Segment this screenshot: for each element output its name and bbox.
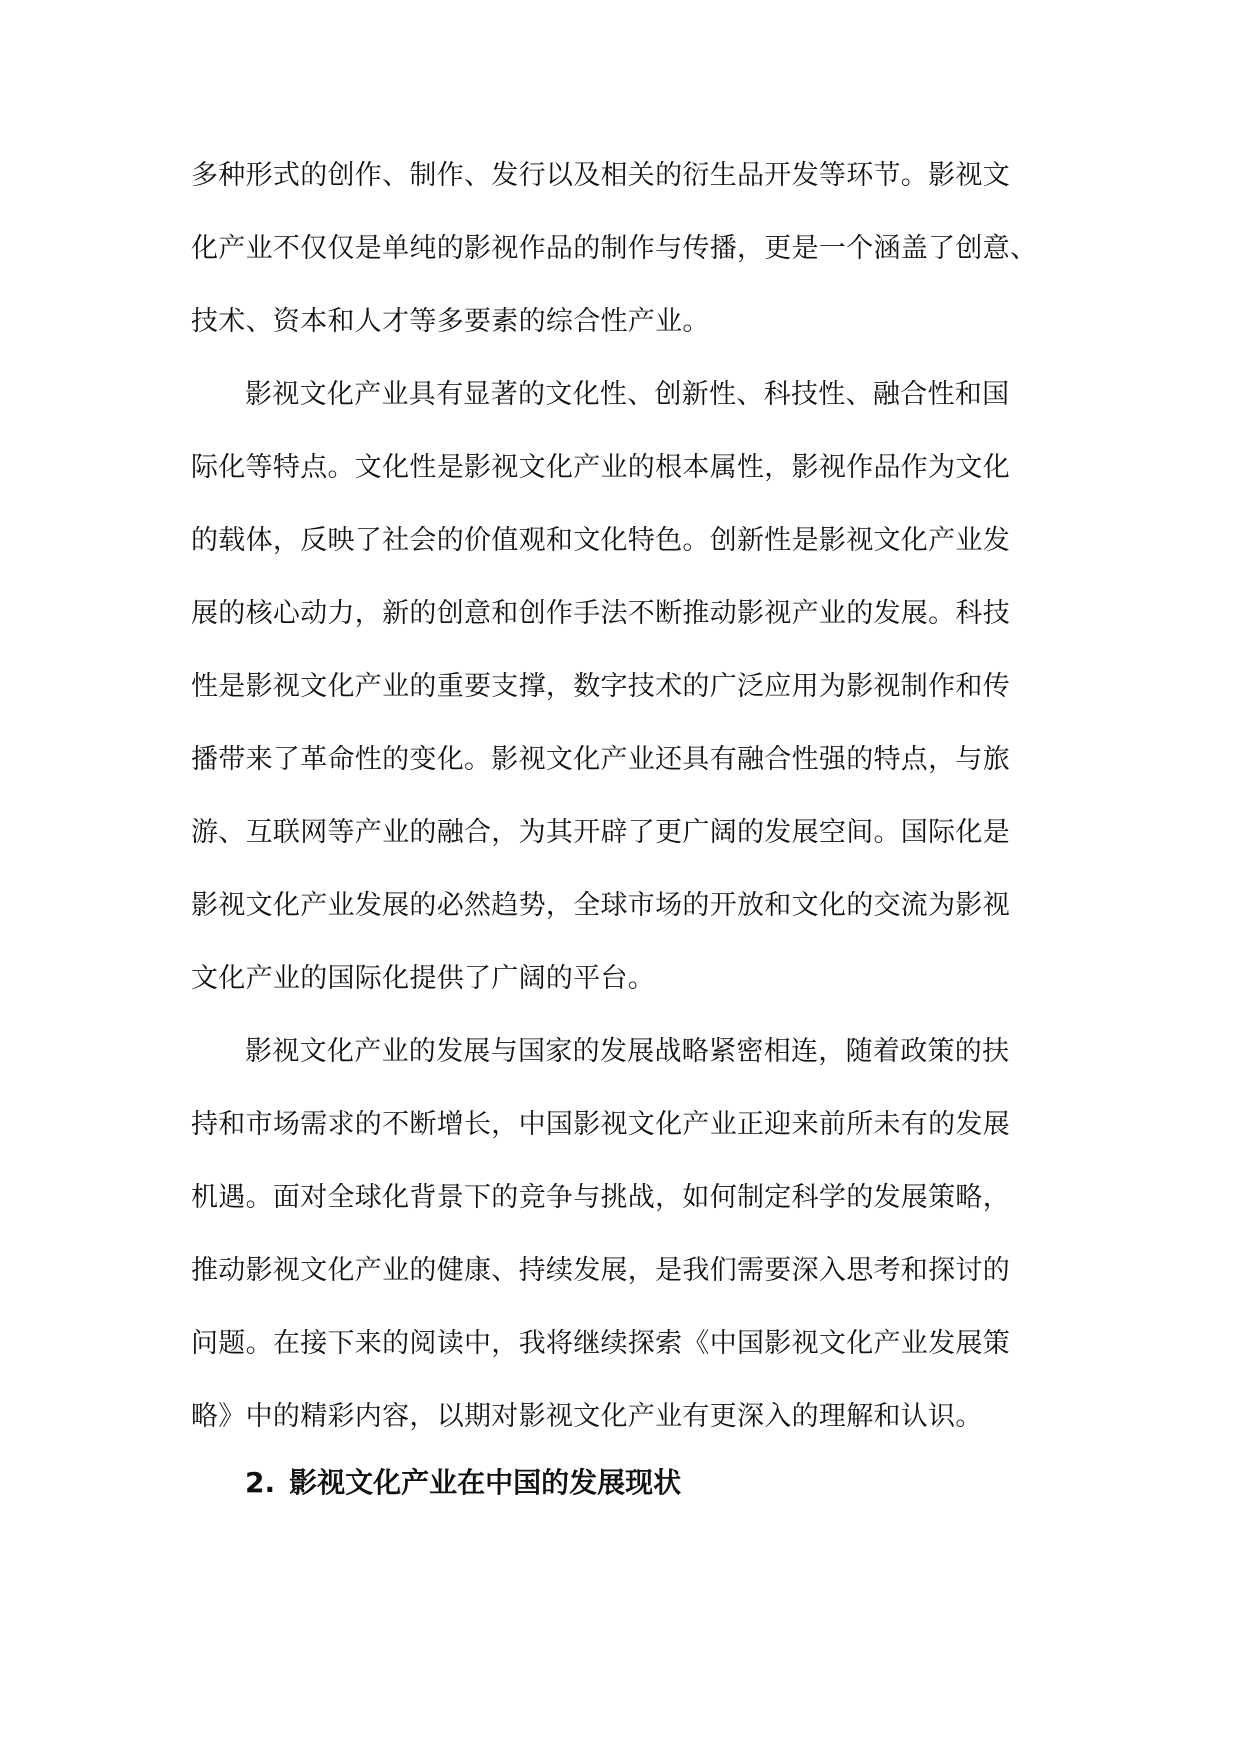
paragraph-line: 推动影视文化产业的健康、持续发展，是我们需要深入思考和探讨的 [191, 1255, 1010, 1286]
paragraph-line: 问题。在接下来的阅读中，我将继续探索《中国影视文化产业发展策 [191, 1328, 1010, 1359]
paragraph-line: 多种形式的创作、制作、发行以及相关的衍生品开发等环节。影视文 [191, 160, 1010, 191]
paragraph-line: 影视文化产业具有显著的文化性、创新性、科技性、融合性和国 [245, 379, 1010, 410]
paragraph-line: 播带来了革命性的变化。影视文化产业还具有融合性强的特点，与旅 [191, 744, 1010, 775]
paragraph-line: 机遇。面对全球化背景下的竞争与挑战，如何制定科学的发展策略， [191, 1182, 1010, 1213]
paragraph-line: 化产业不仅仅是单纯的影视作品的制作与传播，更是一个涵盖了创意、 [191, 233, 1038, 264]
paragraph-line: 文化产业的国际化提供了广阔的平台。 [191, 963, 656, 994]
section-number: 2. [245, 1466, 276, 1499]
paragraph-line: 际化等特点。文化性是影视文化产业的根本属性，影视作品作为文化 [191, 452, 1010, 483]
section-title: 影视文化产业在中国的发展现状 [289, 1466, 682, 1499]
paragraph-line: 略》中的精彩内容，以期对影视文化产业有更深入的理解和认识。 [191, 1401, 983, 1432]
paragraph-line: 的载体，反映了社会的价值观和文化特色。创新性是影视文化产业发 [191, 525, 1010, 556]
paragraph-line: 展的核心动力，新的创意和创作手法不断推动影视产业的发展。科技 [191, 598, 1010, 629]
paragraph-line: 影视文化产业发展的必然趋势，全球市场的开放和文化的交流为影视 [191, 890, 1010, 921]
section-heading [245, 1465, 681, 1501]
paragraph-line: 持和市场需求的不断增长，中国影视文化产业正迎来前所未有的发展 [191, 1109, 1010, 1140]
paragraph-line: 技术、资本和人才等多要素的综合性产业。 [191, 306, 710, 337]
paragraph-line: 影视文化产业的发展与国家的发展战略紧密相连，随着政策的扶 [245, 1036, 1010, 1067]
paragraph-line: 游、互联网等产业的融合，为其开辟了更广阔的发展空间。国际化是 [191, 817, 1010, 848]
paragraph-line: 性是影视文化产业的重要支撑，数字技术的广泛应用为影视制作和传 [191, 671, 1010, 702]
